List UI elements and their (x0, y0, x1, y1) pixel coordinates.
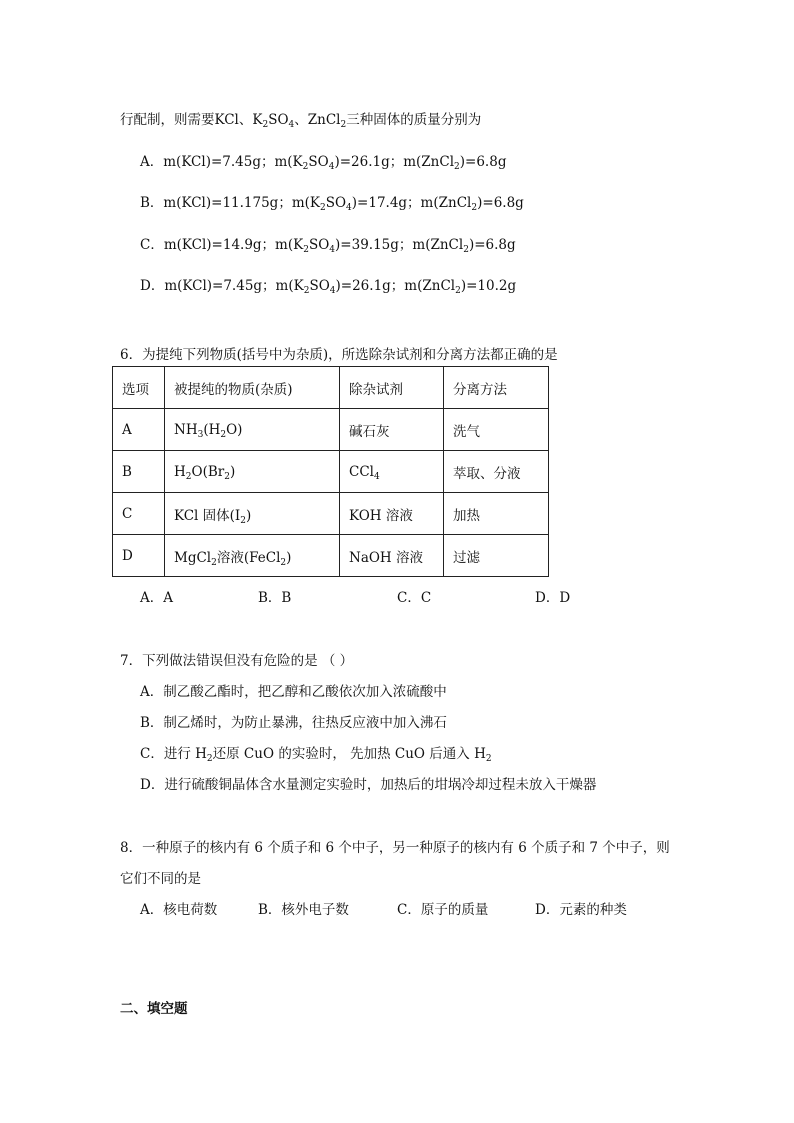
header-cell: 被提纯的物质(杂质) (165, 367, 340, 409)
table-row (113, 493, 549, 535)
q5-stem: 行配制，则需要KCl、$K_2SO_4$、ZnCl$_2$三种固体的质量分别为 (120, 112, 482, 130)
table-cell: KOH 溶液 (340, 493, 444, 535)
q7-option-a: A．制乙酸乙酯时，把乙醇和乙酸依次加入浓硫酸中 (140, 684, 447, 700)
q7-option-c: C．进行 $H_2$还原 CuO 的实验时， 先加热 CuO 后通入 $H_2$ (140, 746, 492, 764)
q5-option-d: D．m(KCl)=7.45g；$m(K_2SO_4)=26.1g$；m(ZnCl$_2$)=10.2g (140, 278, 517, 296)
q7-stem: 7．下列做法错误但没有危险的是 （ ） (120, 653, 354, 669)
q6-choice-d: D．D (535, 590, 571, 606)
q7-option-d: D．进行硫酸铜晶体含水量测定实验时，加热后的坩埚冷却过程未放入干燥器 (140, 777, 597, 793)
q8-stem-line2: 它们不同的是 (120, 871, 201, 887)
q5-option-c: C．m(KCl)=14.9g；$m(K_2SO_4)=39.15g$；m(ZnCl$_2$)=6.8g (140, 237, 516, 255)
table-cell: $NH_3(H_2O)$ (165, 409, 340, 451)
table-header-row (113, 367, 549, 409)
q6-table (112, 366, 549, 577)
q7-option-b: B．制乙烯时，为防止暴沸，往热反应液中加入沸石 (140, 715, 447, 731)
q5-option-b: B．m(KCl)=11.175g；$m(K_2SO_4)=17.4g$；m(ZnCl$_2$)=6.8g (140, 195, 524, 213)
table-cell: KCl 固体$(I_2)$ (165, 493, 340, 535)
header-cell: 分离方法 (444, 367, 549, 409)
q6-choice-b: B．B (258, 590, 292, 606)
table-row (113, 451, 549, 493)
table-cell: C (113, 493, 165, 535)
q8-choice-d: D．元素的种类 (535, 902, 627, 918)
q6-choice-c: C．C (397, 590, 432, 606)
table-cell: $H_2O(Br_2)$ (165, 451, 340, 493)
q6-stem: 6．为提纯下列物质(括号中为杂质)，所选除杂试剂和分离方法都正确的是 (120, 347, 558, 363)
table-cell: 碱石灰 (340, 409, 444, 451)
table-cell: NaOH 溶液 (340, 535, 444, 577)
table-cell: B (113, 451, 165, 493)
q8-choice-c: C．原子的质量 (397, 902, 489, 918)
header-cell: 除杂试剂 (340, 367, 444, 409)
table-row (113, 409, 549, 451)
table-cell: 洗气 (444, 409, 549, 451)
table-cell: CCl$_4$ (340, 451, 444, 493)
table-row (113, 535, 549, 577)
q8-choice-a: A．核电荷数 (140, 902, 218, 918)
header-cell: 选项 (113, 367, 165, 409)
table-cell: 萃取、分液 (444, 451, 549, 493)
q5-option-a: A．m(KCl)=7.45g；$m(K_2SO_4)=26.1g$；m(ZnCl$_2$)=6.8g (140, 154, 507, 172)
section-heading: 二、填空题 (120, 1001, 188, 1017)
table-cell: A (113, 409, 165, 451)
q8-stem-line1: 8．一种原子的核内有 6 个质子和 6 个中子，另一种原子的核内有 6 个质子和 7 个中子，则 (120, 840, 670, 856)
table-cell: 过滤 (444, 535, 549, 577)
q8-choice-b: B．核外电子数 (258, 902, 349, 918)
table-cell: MgCl$_2$溶液(FeCl$_2$) (165, 535, 340, 577)
table-cell: 加热 (444, 493, 549, 535)
table-cell: D (113, 535, 165, 577)
q6-choice-a: A．A (140, 590, 173, 606)
